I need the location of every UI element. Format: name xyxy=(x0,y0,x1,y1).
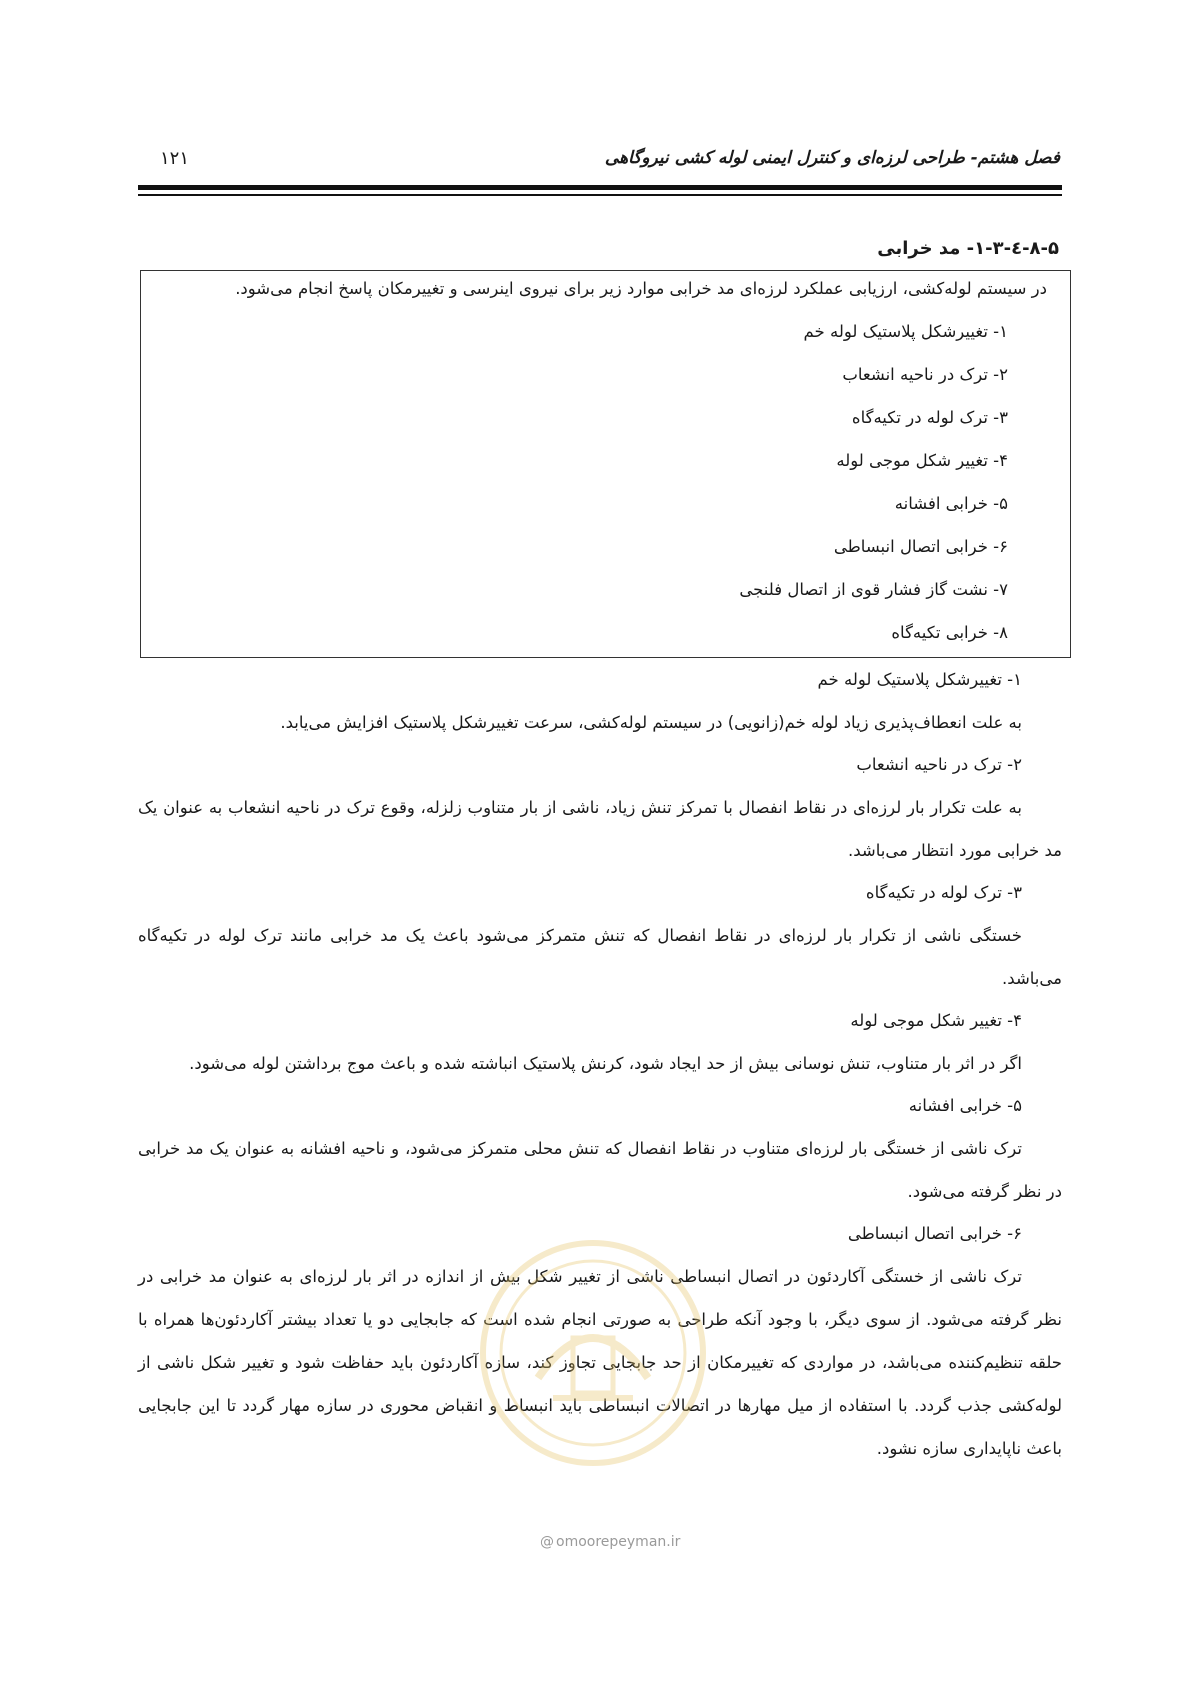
detail-title: ۴- تغییر شکل موجی لوله xyxy=(850,1011,1022,1030)
header-rule-thick xyxy=(138,185,1062,190)
detail-paragraph: به علت تکرار بار لرزه‌ای در نقاط انفصال با تمرکز تنش زیاد، ناشی از بار متناوب زلزله، وقوع ترک در ناحیه انشعاب به عنوان یک مد خرابی مورد انتظار می‌باشد. xyxy=(138,798,1062,860)
detail-paragraph: ترک ناشی از خستگی آکاردئون در اتصال انبساطی ناشی از تغییر شکل بیش از اندازه در اثر بار لرزه‌ای به عنوان مد خرابی در نظر گرفته می‌شود. از سوی دیگر، با وجود آنکه طراحی به صورتی انجام شده است که جابجایی دو یا تعداد بیشتر آکاردئون‌ها همراه با حلقه تنظیم‌کننده می‌باشد، در مواردی که تغییرمکان از حد جابجایی تجاوز کند، سازه آکاردئون باید حفاظت شود و تغییر شکل ناشی از لوله‌کشی جذب گردد. با استفاده از میل مهارها در اتصالات انبساطی باید انبساط و انقباض محوری در سازه مهار گردد تا این جابجایی باعث ناپایداری سازه نشود. xyxy=(138,1267,1062,1458)
detail-title: ۶- خرابی اتصال انبساطی xyxy=(847,1224,1022,1243)
detail-title: ۲- ترک در ناحیه انشعاب xyxy=(856,755,1022,774)
header-rule-thin xyxy=(138,194,1062,196)
at-icon: @ xyxy=(540,1534,554,1550)
site-credit-text: omoorepeyman.ir xyxy=(556,1534,681,1550)
detail-paragraph: اگر در اثر بار متناوب، تنش نوسانی بیش از حد ایجاد شود، کرنش پلاستیک انباشته شده و باعث موج برداشتن لوله می‌شود. xyxy=(189,1054,1022,1073)
box-intro-text: در سیستم لوله‌کشی، ارزیابی عملکرد لرزه‌ای مد خرابی موارد زیر برای نیروی اینرسی و تغییرمکان پاسخ انجام می‌شود. xyxy=(235,279,1047,298)
list-item: ۲- ترک در ناحیه انشعاب xyxy=(842,365,1008,384)
list-item: ۴- تغییر شکل موجی لوله xyxy=(836,451,1008,470)
detail-title: ۵- خرابی افشانه xyxy=(908,1096,1022,1115)
detail-title: ۱- تغییرشکل پلاستیک لوله خم xyxy=(817,670,1022,689)
detail-paragraph: به علت انعطاف‌پذیری زیاد لوله خم(زانویی) در سیستم لوله‌کشی، سرعت تغییرشکل پلاستیک افزایش می‌یابد. xyxy=(280,713,1022,732)
failure-modes-list xyxy=(739,320,1008,664)
list-item: ۱- تغییرشکل پلاستیک لوله خم xyxy=(803,322,1008,341)
list-item: ۸- خرابی تکیه‌گاه xyxy=(891,623,1008,642)
detail-paragraph: خستگی ناشی از تکرار بار لرزه‌ای در نقاط انفصال که تنش متمرکز می‌شود باعث یک مد خرابی مانند ترک لوله در تکیه‌گاه می‌باشد. xyxy=(138,926,1062,988)
site-credit xyxy=(540,1534,680,1550)
page-number: ۱۲۱ xyxy=(160,148,190,169)
details-body xyxy=(138,668,1062,1479)
detail-paragraph: ترک ناشی از خستگی بار لرزه‌ای متناوب در نقاط انفصال که تنش محلی متمرکز می‌شود، و ناحیه افشانه به عنوان یک مد خرابی در نظر گرفته می‌شود. xyxy=(138,1139,1062,1201)
chapter-title: فصل هشتم- طراحی لرزه‌ای و کنترل ایمنی لوله کشی نیروگاهی xyxy=(604,148,1060,168)
list-item: ۵- خرابی افشانه xyxy=(894,494,1008,513)
list-item: ۷- نشت گاز فشار قوی از اتصال فلنجی xyxy=(739,580,1008,599)
detail-title: ۳- ترک لوله در تکیه‌گاه xyxy=(865,883,1022,902)
list-item: ۳- ترک لوله در تکیه‌گاه xyxy=(851,408,1008,427)
section-heading: ۸-۵-٤-۱-۳- مد خرابی xyxy=(877,238,1059,259)
list-item: ۶- خرابی اتصال انبساطی xyxy=(833,537,1008,556)
